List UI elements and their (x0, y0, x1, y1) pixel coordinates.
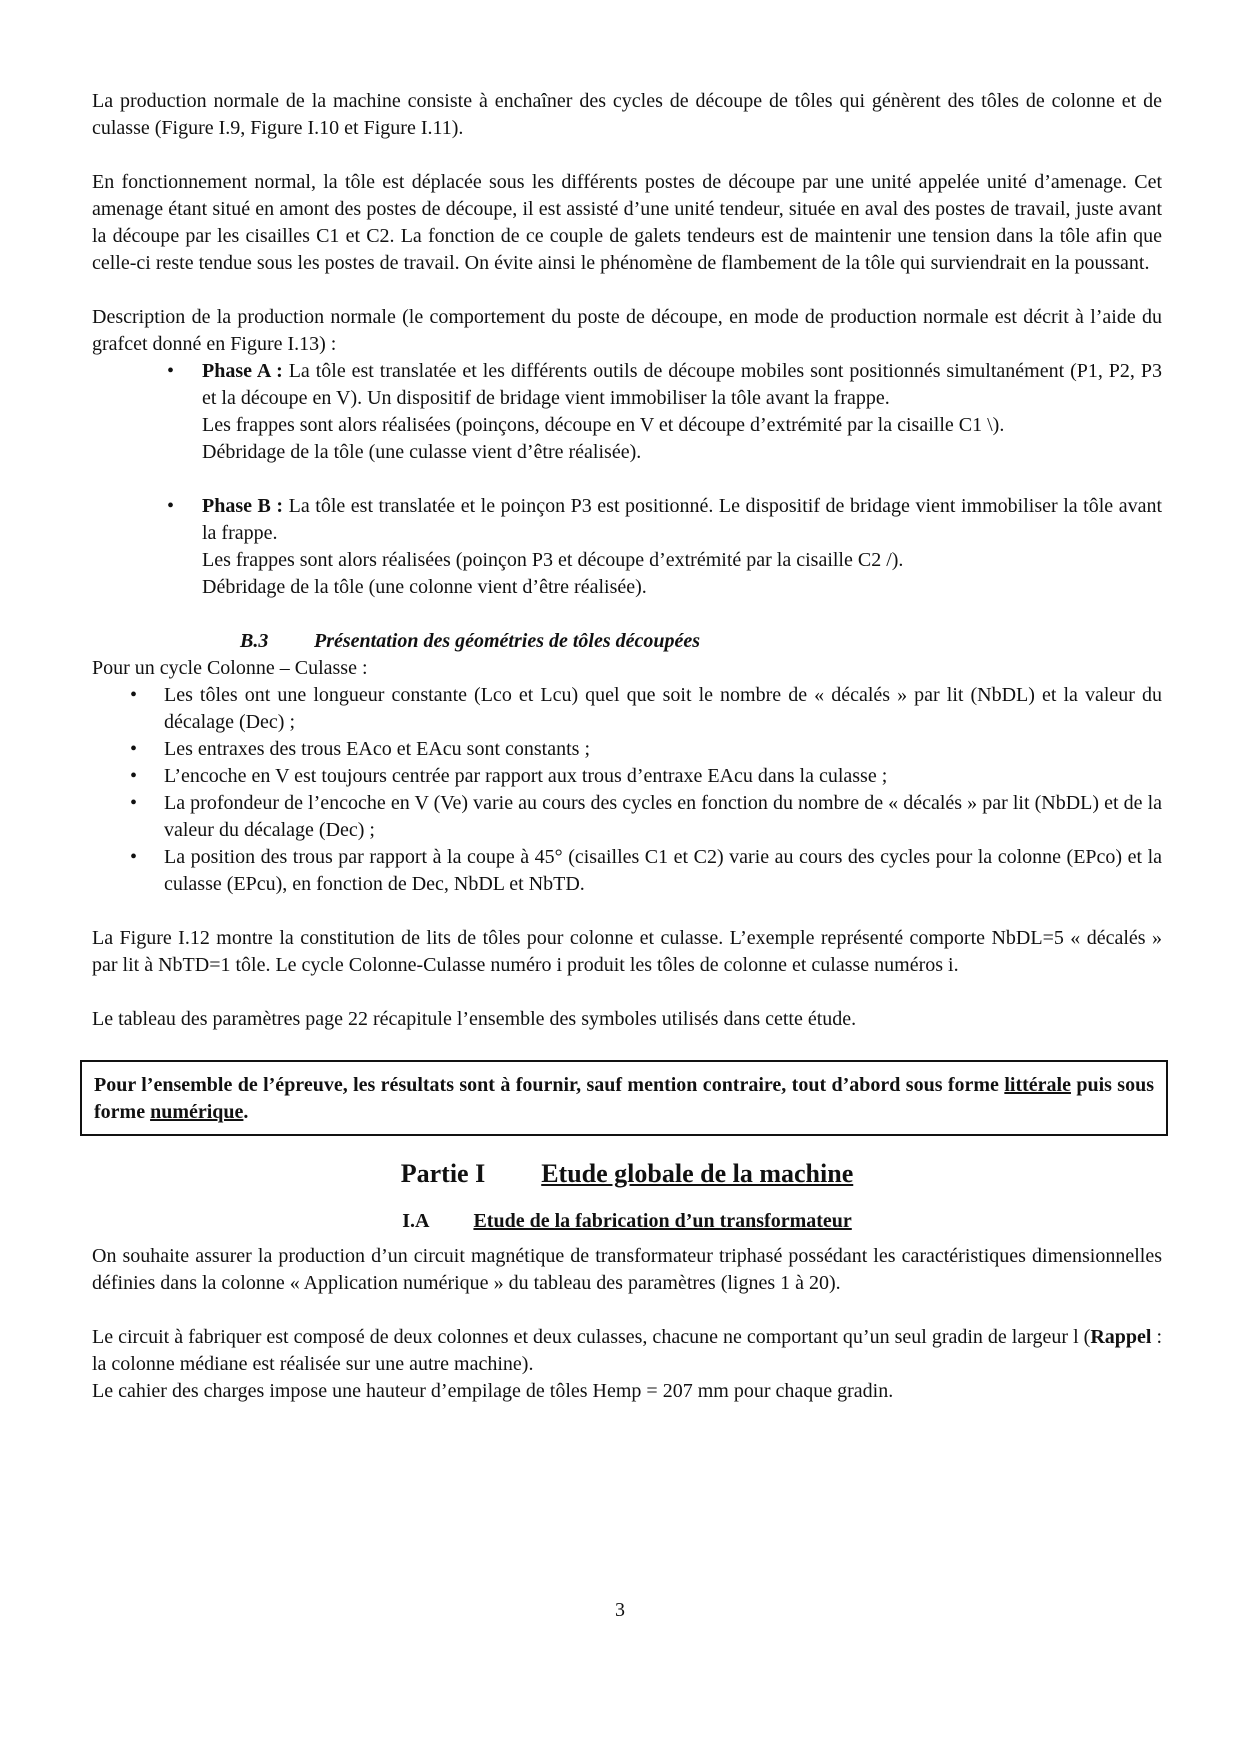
instruction-box (80, 1060, 1168, 1136)
section-b3-number: B.3 (240, 630, 269, 652)
bullet-icon: • (167, 360, 175, 382)
cycle-list (92, 682, 1162, 898)
cycle-item (92, 763, 1162, 790)
ia-paragraph-1: On souhaite assurer la production d’un circuit magnétique de transformateur triphasé possédant les caractéristiques dimensionnelles définies dans la colonne « Application numérique » du tableau des paramètres (lignes 1 à 20). (92, 1245, 1162, 1294)
cycle-item (92, 682, 1162, 736)
section-heading-ia (92, 1208, 1162, 1235)
section-heading-b3 (92, 628, 1162, 655)
cycle-intro: Pour un cycle Colonne – Culasse : (92, 657, 368, 679)
bullet-icon: • (167, 495, 175, 517)
phase-b-label: Phase B : (202, 495, 284, 517)
part-number: Partie I (400, 1159, 486, 1188)
cycle-item-text: Les tôles ont une longueur constante (Lco et Lcu) quel que soit le nombre de « décalés » par lit (NbDL) et la valeur du décalage (Dec) ; (164, 684, 1162, 733)
cycle-item-text: La position des trous par rapport à la coupe à 45° (cisailles C1 et C2) varie au cours des cycles pour la colonne (EPco) et la culasse (EPcu), en fonction de Dec, NbDL et NbTD. (164, 846, 1162, 895)
figure-paragraph: La Figure I.12 montre la constitution de lits de tôles pour colonne et culasse. L’exemple représenté comporte NbDL=5 « décalés » par lit à NbTD=1 tôle. Le cycle Colonne-Culasse numéro i produit les tôles de colonne et culasse numéros i. (92, 927, 1162, 976)
cycle-item-text: Les entraxes des trous EAco et EAcu sont constants ; (164, 738, 591, 760)
cycle-item (92, 736, 1162, 763)
bullet-icon: • (130, 738, 138, 760)
ia-paragraph-2-bold: Rappel (1090, 1326, 1152, 1348)
intro-paragraph-1: La production normale de la machine consiste à enchaîner des cycles de découpe de tôles qui génèrent des tôles de colonne et de culasse (Figure I.9, Figure I.10 et Figure I.11). (92, 90, 1162, 139)
phase-list (92, 358, 1162, 601)
ia-paragraph-2 (92, 1324, 1162, 1378)
ia-paragraph-3: Le cahier des charges impose une hauteur d’empilage de tôles Hemp = 207 mm pour chaque gradin. (92, 1380, 894, 1402)
intro-paragraph-3: Description de la production normale (le comportement du poste de découpe, en mode de production normale est décrit à l’aide du grafcet donné en Figure I.13) : (92, 306, 1162, 355)
phase-b-line-3: Débridage de la tôle (une colonne vient d’être réalisée). (202, 576, 647, 598)
phase-a-text: La tôle est translatée et les différents outils de découpe mobiles sont positionnés simultanément (P1, P2, P3 et la découpe en V). Un dispositif de bridage vient immobiliser la tôle avant la frappe. (202, 360, 1162, 409)
part-heading (92, 1156, 1162, 1192)
bullet-icon: • (130, 684, 138, 706)
intro-paragraph-2: En fonctionnement normal, la tôle est déplacée sous les différents postes de découpe par une unité appelée unité d’amenage. Cet amenage étant situé en amont des postes de découpe, il est assisté d’une unité tendeur, située en aval des postes de travail, juste avant la découpe par les cisailles C1 et C2. La fonction de ce couple de galets tendeurs est de maintenir une tension dans la tôle afin que celle-ci reste tendue sous les postes de travail. On évite ainsi le phénomène de flambement de la tôle qui surviendrait en la poussant. (92, 171, 1162, 274)
cycle-item (92, 790, 1162, 844)
page-content (92, 88, 1162, 1405)
phase-a-item (92, 358, 1162, 466)
phase-b-item (92, 493, 1162, 601)
instruction-underline-1: littérale (1004, 1074, 1071, 1096)
section-ia-number: I.A (402, 1210, 430, 1232)
phase-b-line-2: Les frappes sont alors réalisées (poinçon P3 et découpe d’extrémité par la cisaille C2 /). (202, 549, 904, 571)
part-title: Etude globale de la machine (541, 1159, 854, 1188)
phase-b-text: La tôle est translatée et le poinçon P3 est positionné. Le dispositif de bridage vient immobiliser la tôle avant la frappe. (202, 495, 1163, 544)
instruction-text-1: Pour l’ensemble de l’épreuve, les résultats sont à fournir, sauf mention contraire, tout d’abord sous forme (94, 1074, 1005, 1096)
ia-paragraph-2-pre: Le circuit à fabriquer est composé de deux colonnes et deux culasses, chacune ne comportant qu’un seul gradin de largeur l ( (92, 1326, 1091, 1348)
cycle-item-text: L’encoche en V est toujours centrée par rapport aux trous d’entraxe EAcu dans la culasse ; (164, 765, 888, 787)
phase-a-label: Phase A : (202, 360, 283, 382)
bullet-icon: • (130, 846, 138, 868)
ia-paragraph-2-post: : la colonne médiane est réalisée sur une autre machine). (92, 1326, 1163, 1375)
cycle-item-text: La profondeur de l’encoche en V (Ve) varie au cours des cycles en fonction du nombre de « décalés » par lit (NbDL) et de la valeur du décalage (Dec) ; (164, 792, 1162, 841)
bullet-icon: • (130, 765, 138, 787)
page-number: 3 (615, 1599, 625, 1621)
phase-a-line-2: Les frappes sont alors réalisées (poinçons, découpe en V et découpe d’extrémité par la cisaille C1 \). (202, 414, 1005, 436)
section-b3-title: Présentation des géométries de tôles découpées (314, 630, 701, 652)
instruction-text-2: puis sous forme (94, 1074, 1154, 1123)
section-ia-title: Etude de la fabrication d’un transformateur (473, 1210, 852, 1232)
table-paragraph: Le tableau des paramètres page 22 récapitule l’ensemble des symboles utilisés dans cette étude. (92, 1008, 857, 1030)
instruction-underline-2: numérique (150, 1101, 244, 1123)
instruction-text-3: . (243, 1101, 249, 1123)
cycle-item (92, 844, 1162, 898)
phase-a-line-3: Débridage de la tôle (une culasse vient d’être réalisée). (202, 441, 642, 463)
bullet-icon: • (130, 792, 138, 814)
